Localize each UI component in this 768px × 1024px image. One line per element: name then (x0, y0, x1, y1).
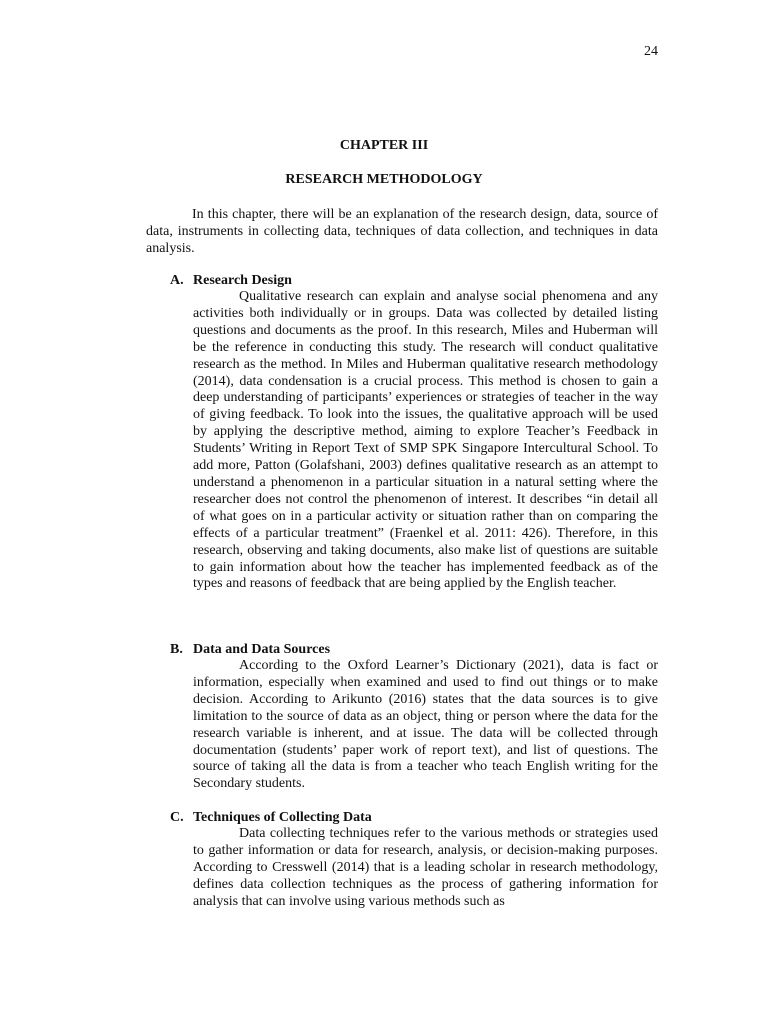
section-heading (146, 272, 658, 289)
section-heading (146, 809, 658, 826)
section-heading (146, 641, 658, 658)
section-data-sources (146, 641, 658, 793)
section-paragraph: Data collecting techniques refer to the various methods or strategies used to gather information or data for research, analysis, or decision-making purposes. According to Cresswell (2014) that is a leading scholar in research methodology, defines data collection techniques as the process of gathering information for analysis that can involve using various methods such as (193, 826, 658, 909)
section-letter: B. (170, 642, 183, 657)
chapter-title: RESEARCH METHODOLOGY (285, 172, 483, 187)
section-collecting-data (146, 809, 658, 911)
section-research-design (146, 272, 658, 593)
section-title: Techniques of Collecting Data (193, 810, 372, 825)
section-title: Data and Data Sources (193, 642, 331, 657)
page-number: 24 (644, 44, 658, 59)
chapter-heading: CHAPTER III (339, 138, 429, 153)
section-letter: C. (170, 810, 184, 825)
intro-paragraph: In this chapter, there will be an explanation of the research design, data, source of data, instruments in collecting data, techniques of data collection, and techniques in data analysis. (146, 207, 658, 256)
section-paragraph: Qualitative research can explain and analyse social phenomena and any activities both individually or in groups. Data was collected by detailed listing questions and documents as the proof. In this research, Miles and Huberman will be the reference in conducting this study. The research will conduct qualitative research as the method. In Miles and Huberman qualitative research methodology (2014), data condensation is a crucial process. This method is chosen to gain a deep understanding of participants’ experiences or strategies of teacher in the way of giving feedback. To look into the issues, the qualitative approach will be used by applying the descriptive method, aiming to explore Teacher’s Feedback in Students’ Writing in Report Text of SMP SPK Singapore Intercultural School. To add more, Patton (Golafshani, 2003) defines qualitative research as an attempt to understand a phenomenon in a particular situation in a natural setting where the researcher does not control the phenomenon of interest. It describes “in detail all of what goes on in a particular activity or situation rather than on comparing the effects of a particular treatment” (Fraenkel et al. 2011: 426). Therefore, in this research, observing and taking documents, also make list of questions are suitable to gain information about how the teacher has implemented feedback as of the types and reasons of feedback that are being applied by the English teacher. (193, 289, 658, 592)
section-title: Research Design (193, 273, 292, 288)
section-paragraph: According to the Oxford Learner’s Dictionary (2021), data is fact or information, especially when examined and used to find out things or to make decision. According to Arikunto (2016) states that the data sources is to give limitation to the source of data as an object, thing or person where the data for the research variable is inherent, and at issue. The data will be collected through documentation (students’ paper work of report text), and list of questions. The source of taking all the data is from a teacher who teach English writing for the Secondary students. (193, 658, 658, 792)
section-letter: A. (170, 273, 184, 288)
